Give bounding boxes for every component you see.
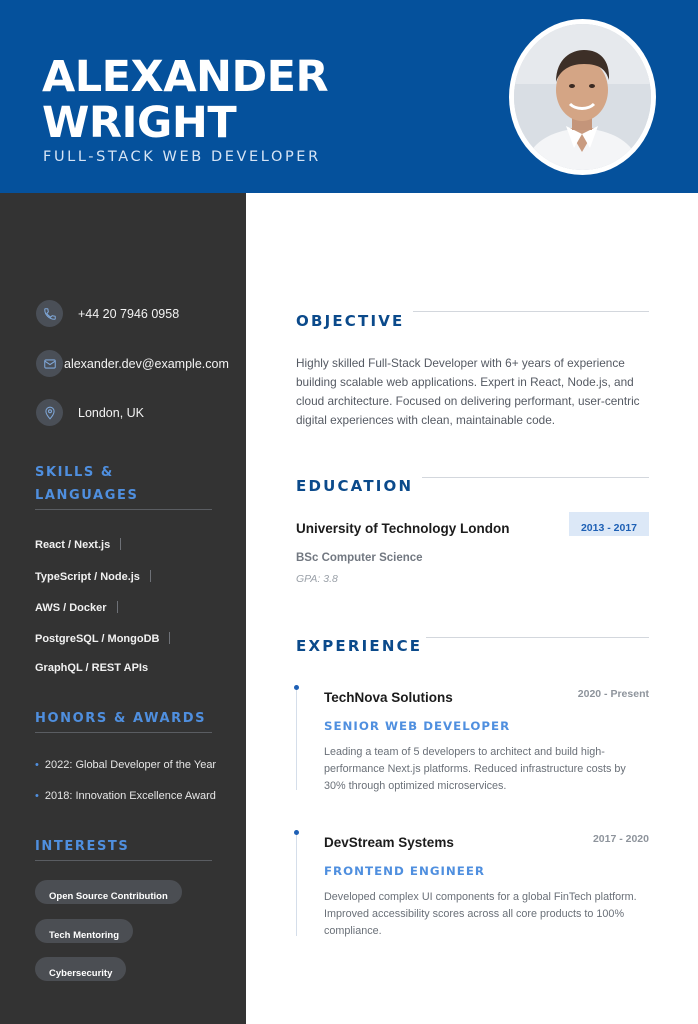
education-date-badge: 2013 - 2017 (569, 512, 649, 536)
skill-divider (169, 632, 170, 644)
skill-label: TypeScript / Node.js (35, 571, 140, 583)
location-pin-icon (36, 399, 63, 426)
skill-label: PostgreSQL / MongoDB (35, 633, 160, 645)
experience-heading: EXPERIENCE (296, 637, 423, 655)
header-banner (0, 0, 698, 193)
award-label: 2022: Global Developer of the Year (44, 759, 217, 771)
degree-name: BSc Computer Science (296, 552, 423, 564)
interest-tag: Open Source Contribution (35, 880, 182, 904)
profile-photo-frame (509, 19, 656, 175)
interests-heading: INTERESTS (35, 835, 212, 861)
skill-item (35, 632, 170, 645)
skill-item (35, 570, 151, 583)
bullet-dot: • (35, 790, 39, 802)
objective-text: Highly skilled Full-Stack Developer with 6+ years of experience building scalable web applications. Expert in React, Node.js, and cloud architecture. Focused on delivering performant, user-centric digital experiences with clean, maintainable code. (296, 356, 640, 427)
skills-heading-line-1: SKILLS & (35, 465, 114, 480)
contact-email (36, 350, 229, 377)
skill-item (35, 601, 118, 614)
portrait-image (514, 24, 651, 170)
bullet-dot: • (35, 759, 39, 771)
skills-heading (35, 461, 212, 510)
contact-location (36, 399, 144, 426)
section-divider (422, 477, 649, 478)
skill-divider (117, 601, 118, 613)
candidate-name (42, 54, 328, 146)
skill-divider (120, 538, 121, 550)
email-address[interactable]: alexander.dev@example.com (64, 356, 229, 371)
job-description: Leading a team of 5 developers to architect and build high-performance Next.js platforms. Reduced infrastructure costs by 30% through optimized microservices. (324, 746, 626, 792)
location-text: London, UK (78, 405, 145, 420)
gpa-text: GPA: 3.8 (296, 573, 338, 585)
education-heading: EDUCATION (296, 477, 414, 495)
section-divider (426, 637, 649, 638)
skill-item (35, 538, 121, 551)
timeline-dot (294, 830, 299, 835)
awards-heading: HONORS & AWARDS (35, 707, 212, 733)
contact-phone (36, 300, 179, 327)
name-line-1: ALEXANDER (42, 52, 329, 102)
job-role: FULL-STACK WEB DEVELOPER (43, 149, 321, 165)
job-title: SENIOR WEB DEVELOPER (324, 719, 511, 733)
job-company: TechNova Solutions (324, 690, 453, 705)
job-company: DevStream Systems (324, 835, 454, 850)
job-dates: 2020 - Present (577, 688, 649, 700)
job-description: Developed complex UI components for a global FinTech platform. Improved accessibility scores across all core products to 100% compliance. (324, 891, 637, 937)
timeline-line (296, 689, 297, 790)
job-title: FRONTEND ENGINEER (324, 864, 485, 878)
job-dates: 2017 - 2020 (592, 833, 649, 845)
skills-heading-line-2: LANGUAGES (35, 488, 139, 503)
school-name: University of Technology London (296, 521, 510, 536)
timeline-dot (294, 685, 299, 690)
skill-label: GraphQL / REST APIs (35, 662, 149, 674)
skill-item (35, 662, 148, 674)
interest-tag: Tech Mentoring (35, 919, 133, 943)
timeline-line (296, 834, 297, 936)
award-item (35, 759, 216, 771)
mail-icon (36, 350, 63, 377)
profile-photo (514, 24, 651, 170)
phone-number[interactable]: +44 20 7946 0958 (78, 306, 180, 321)
award-item (35, 790, 216, 802)
skill-label: AWS / Docker (35, 602, 107, 614)
name-line-2: WRIGHT (42, 98, 237, 148)
award-label: 2018: Innovation Excellence Award (44, 790, 216, 802)
skill-divider (150, 570, 151, 582)
skill-label: React / Next.js (35, 539, 111, 551)
objective-heading: OBJECTIVE (296, 312, 405, 330)
phone-icon (36, 300, 63, 327)
section-divider (413, 311, 649, 312)
interest-tag: Cybersecurity (35, 957, 126, 981)
